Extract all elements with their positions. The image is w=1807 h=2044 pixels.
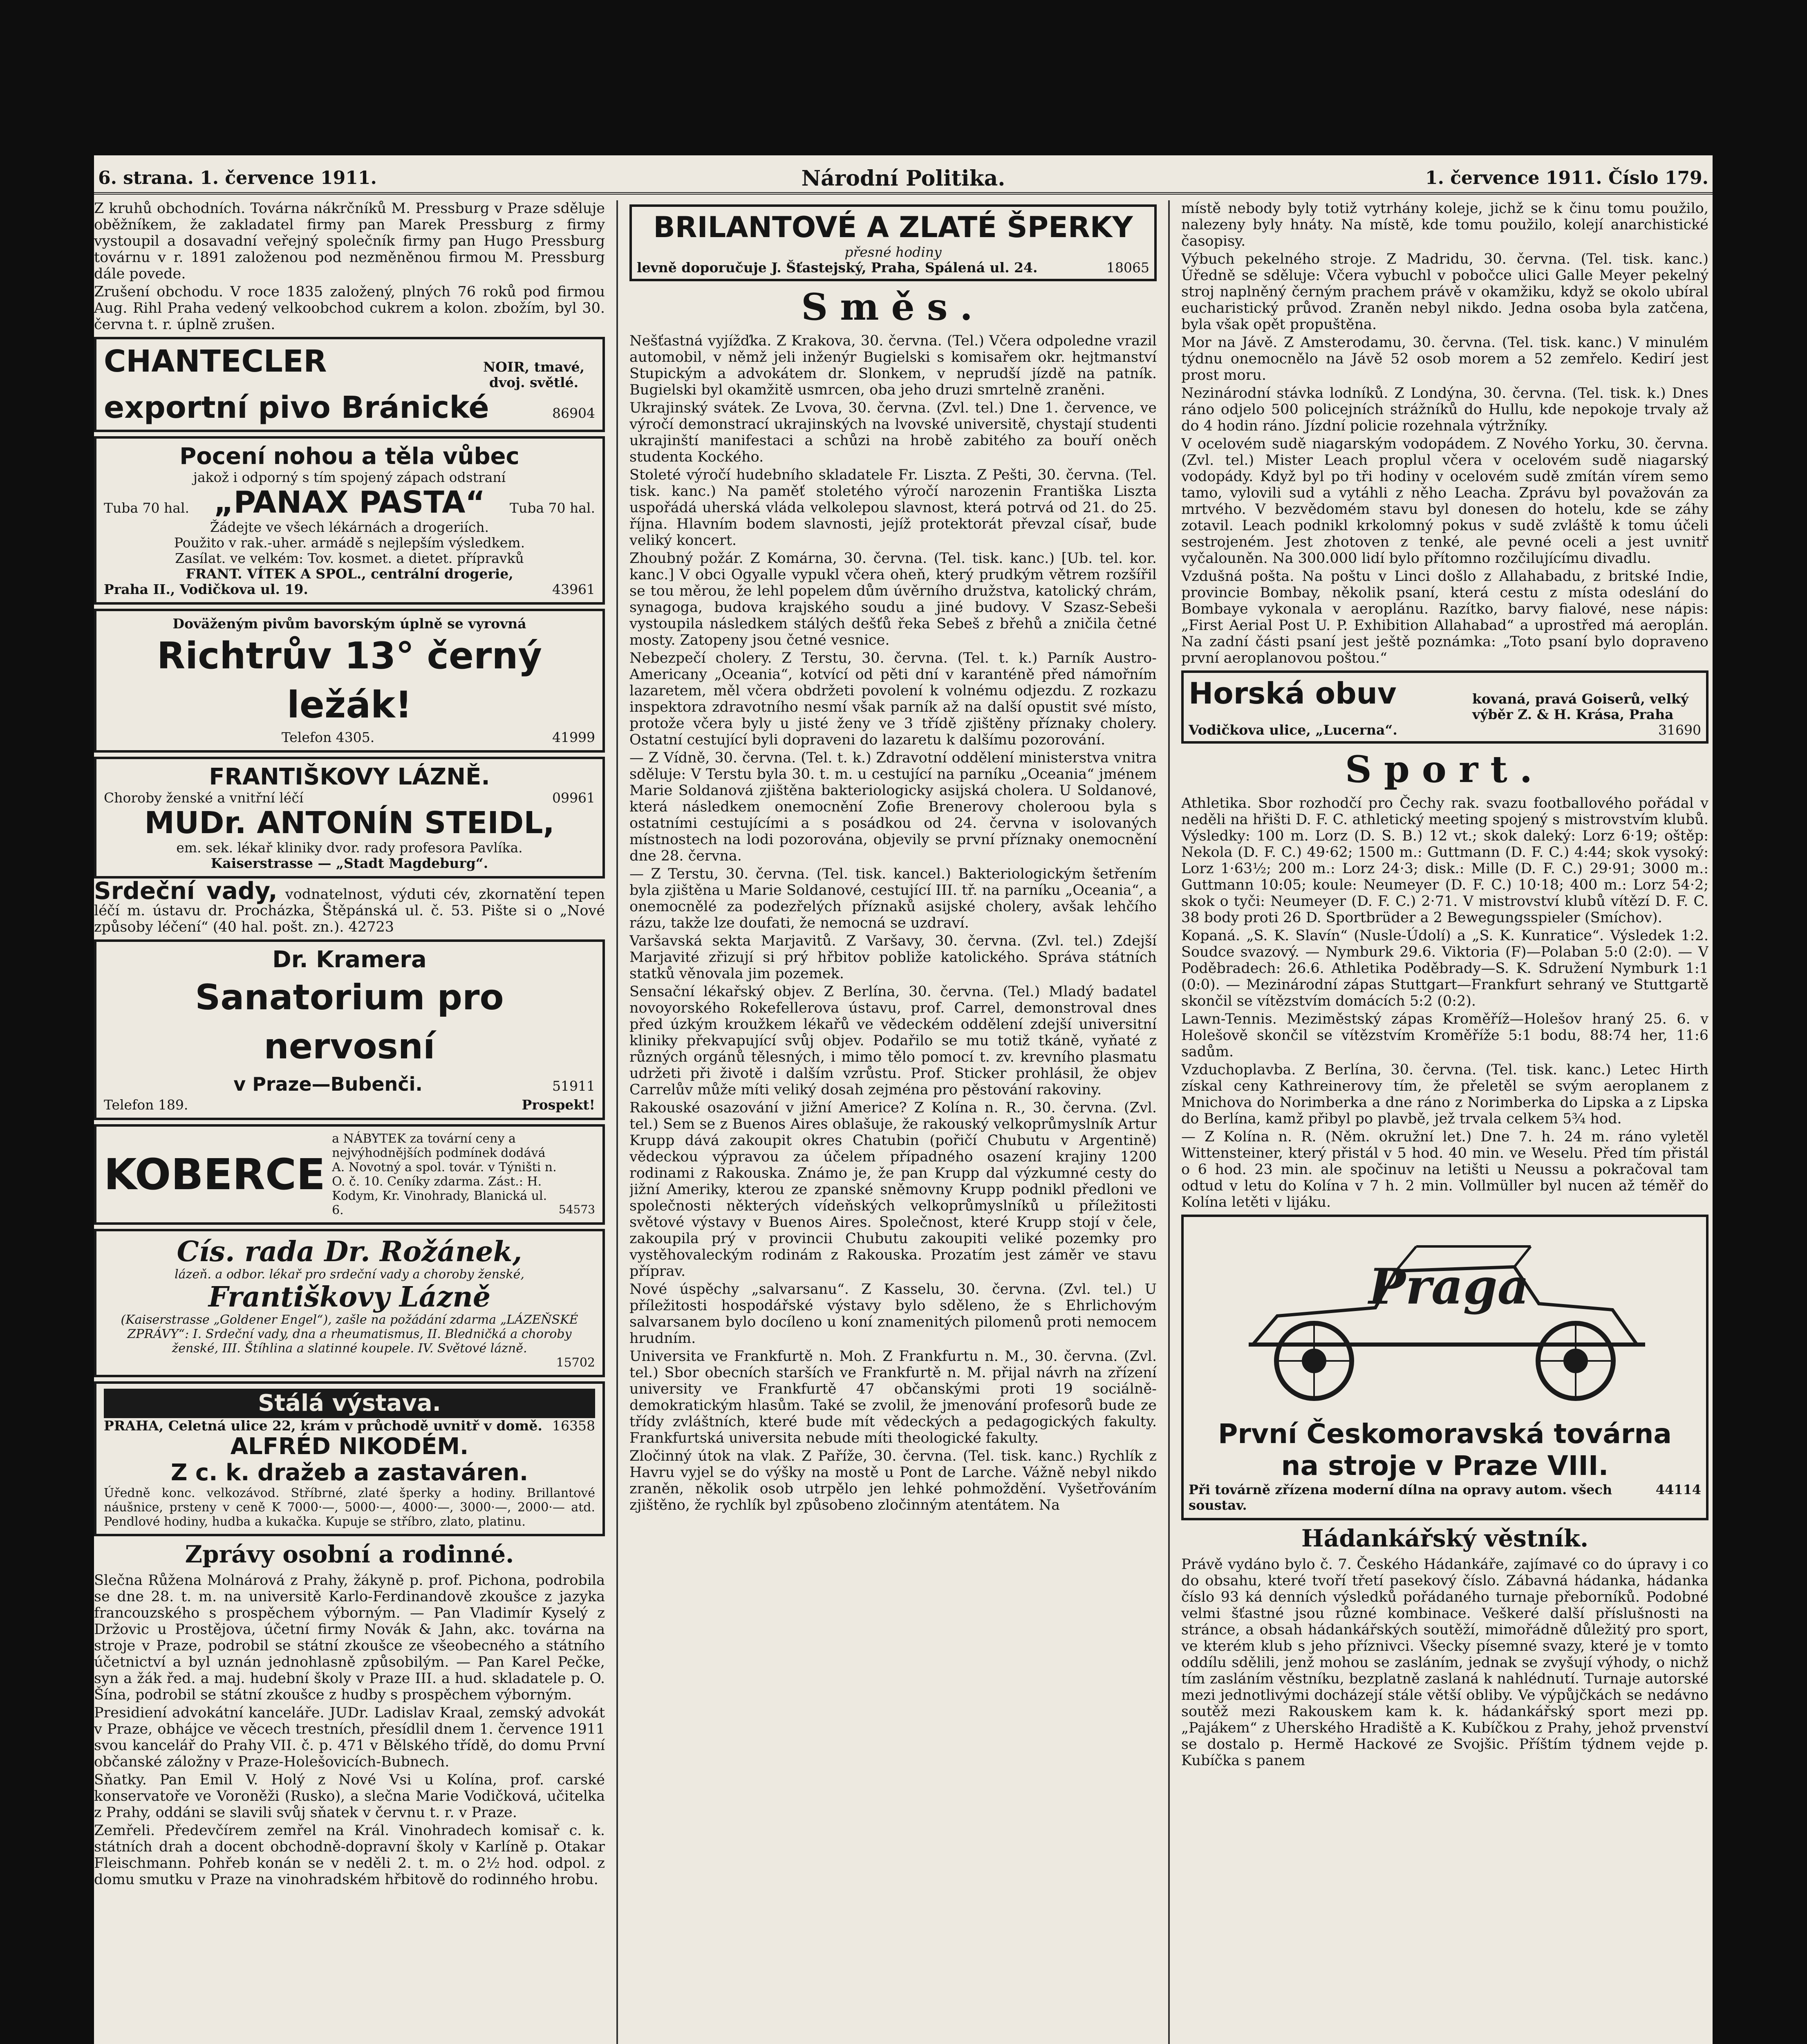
news-paragraph: Zemřeli. Předevčírem zemřel na Král. Vinohradech komisař c. k. státních drah a docent obchodně-dopravní školy v Karlíně p. Otakar Fleischmann. Pohřeb konán se v neděli 2. t. m. o 2½ hod. odpol. z domu smutku v Praze na vinohradském hřbitově do rodinného hrobu. xyxy=(94,1822,605,1888)
news-paragraph: Stoleté výročí hudebního skladatele Fr. Liszta. Z Pešti, 30. června. (Tel. tisk. kanc.) Na paměť stoletého výročí narozenin Františka Liszta uspořádá uherská vláda velkolepou slavnost, která potrvá od 21. do 25. října. Hlavním bodem slavnosti, jejíž protektorát převzal císař, bude veliký koncert. xyxy=(629,467,1157,549)
ad-title: Cís. rada Dr. Rožánek, xyxy=(177,1235,522,1268)
ad-number: 31690 xyxy=(1658,722,1701,738)
news-paragraph: Slečna Růžena Molnárová z Prahy, žákyně p. prof. Pichona, podrobila se dne 28. t. m. na universitě Karlo-Ferdinandově zkoušce z jazyka francouzského s prospěchem výborným. — Pan Vladimír Kyselý z Držovic u Prostějova, účetní firmy Novák & Jahn, akc. továrna na stroje v Praze, podrobil se státní zkoušce ze všeobecného a státního účetnictví a byl uznán jednohlasně způsobilým. — Pan Karel Pečke, syn a žák řed. a maj. hudební školy v Praze III. a hud. skladatele p. O. Šína, podrobil se státní zkoušce z hudby s prospěchem výborným. xyxy=(94,1572,605,1703)
ad-title: Františkovy Lázně xyxy=(208,1281,491,1313)
newspaper-page xyxy=(94,155,1713,2044)
ad-praga xyxy=(1181,1215,1708,1520)
ad-number: 18065 xyxy=(1106,260,1149,276)
ad-phone: Telefon 4305. xyxy=(281,729,375,745)
praga-logo: Praga xyxy=(1368,1258,1529,1316)
ad-panax-pasta xyxy=(94,436,605,605)
ad-address: Vodičkova ulice, „Lucerna“. xyxy=(1189,722,1397,738)
ad-text: Zasílat. ve velkém: Tov. kosmet. a dietet. přípravků xyxy=(175,550,524,566)
news-paragraph: Vzduchoplavba. Z Berlína, 30. června. (Tel. tisk. kanc.) Letec Hirth získal ceny Kathreinerovy tím, že přeletěl se svým aeroplanem z Mnichova do Norimberka a dne ráno z Norimberka do Lipska a z Lipska do Berlína, kamž přibyl po plavbě, jež trvala celkem 5¾ hod. xyxy=(1181,1062,1708,1127)
ad-title: Z c. k. dražeb a zastaváren. xyxy=(170,1459,528,1486)
ad-number: 43961 xyxy=(552,581,595,597)
ad-text: levně doporučuje J. Šťastejský, Praha, Spálená ul. 24. xyxy=(637,260,1038,276)
ad-title: ALFRÉD NIKODÉM. xyxy=(230,1433,469,1460)
column-3 xyxy=(1181,200,1708,2044)
news-paragraph: Nové úspěchy „salvarsanu“. Z Kasselu, 30. června. (Zvl. tel.) U příležitosti hospodářské výstavy bylo sděleno, že s Ehrlichovým salvarsanem bylo docíleno u koní znamenitých pilomenů proti nemocem hrudním. xyxy=(629,1281,1157,1347)
ad-number: 15702 xyxy=(556,1356,595,1370)
ad-subtitle: přesné hodiny xyxy=(844,244,942,260)
news-paragraph: Varšavská sekta Marjavitů. Z Varšavy, 30. června. (Zvl. tel.) Zdejší Marjavité zřizují si prý hřbitov pobliže katolického. Správa státních statků věnovala jim pozemek. xyxy=(629,933,1157,982)
ad-text: Doväženým pivům bavorským úplně se vyrovná xyxy=(172,616,526,632)
ad-title: Dr. Kramera xyxy=(272,946,427,973)
news-paragraph: — Z Kolína n. R. (Něm. okružní let.) Dne 7. h. 24 m. ráno vyletěl Wittensteiner, který přistál v 5 hod. 40 min. ve Weselu. Před tím přistál o 6 hod. 23 min. ale spočinuv na letišti u Neussu a pokračoval tam odtud v letu do Kolína v 7 h. 2 min. Vollmüller byl nucen až téměř do Kolína letěti v lijáku. xyxy=(1181,1129,1708,1210)
ad-title: exportní pivo Bránické xyxy=(104,390,489,425)
ad-richtr xyxy=(94,609,605,753)
ad-frantiskovy-lazne xyxy=(94,757,605,879)
ad-title: Pocení nohou a těla vůbec xyxy=(179,443,519,470)
news-paragraph: Kopaná. „S. K. Slavín“ (Nusle-Údolí) a „S. K. Kunratice“. Výsledek 1:2. Soudce svazový. — Nymburk 29.6. Viktoria (F)—Polaban 5:0 (2:0). — V Poděbradech: 26.6. Athletika Poděbrady—S. K. Sdružení Nymburk 1:1 (0:0). — Mezinárodní zápas Stuttgart—Frankfurt sehraný ve Stuttgartě skončil se vítězstvím domácích 5:2 (0:2). xyxy=(1181,928,1708,1009)
ad-text: (Kaiserstrasse „Goldener Engel“), zašle na požádání zdarma „LÁZEŇSKÉ ZPRÁVY“: I. Srdeční vady, dna a rheumatismus, II. Bledničká a choroby ženské, III. Štíhlina a slatinné koupele. IV. Světové lázně. xyxy=(121,1313,578,1356)
ad-address: PRAHA, Celetná ulice 22, krám v průchodě uvnitř v domě. xyxy=(104,1418,542,1434)
ad-text: a NÁBYTEK za tovární ceny a nejvýhodnějších podmínek dodává A. Novotný a spol. továr. v Týništi n. O. č. 10. Ceníky zdarma. Zást.: H. Kodym, Kr. Vinohrady, Blanická ul. 6. xyxy=(332,1132,557,1217)
ad-text: Při továrně zřízena moderní dílna na opravy autom. všech soustav. xyxy=(1189,1482,1612,1513)
news-paragraph: Universita ve Frankfurtě n. Moh. Z Frankfurtu n. M., 30. června. (Zvl. tel.) Sbor obecních starších ve Frankfurtě n. M. přijal návrh na zřízení university ve Frankfurtě 47 občanskými proti 19 sociálně-demokratickým hlasům. Také se zvolil, že jmenování profesorů bude ze třídy zvláštních, které bude mít vědeckých a pedagogických fakulty. Frankfurtská universita nebude míti theologické fakulty. xyxy=(629,1348,1157,1446)
ad-title: BRILANTOVÉ A ZLATÉ ŠPERKY xyxy=(653,211,1133,244)
page-header xyxy=(94,164,1713,195)
news-paragraph: — Z Vídně, 30. června. (Tel. t. k.) Zdravotní oddělení ministerstva vnitra sděluje: V Terstu byla 30. t. m. u cestující na parníku „Oceania“ jménem Marie Soldanová zjištěna bakteriologicky asijská cholera. U Soldanové, která následkem onemocnění Zofie Brenerovy choleroou byla s ostatními cestujícími a s posádkou od 24. června v isolovaných místnostech na lodi pozorována, objevily se první příznaky onemocnění dne 28. června. xyxy=(629,750,1157,864)
classified-title: Srdeční vady, xyxy=(94,877,278,905)
news-paragraph: Presidiení advokátní kanceláře. JUDr. Ladislav Kraal, zemský advokát v Praze, obhájce ve věcech trestních, přesídlil dnem 1. července 1911 svou kancelář do Prahy VII. č. p. 471 v Bělského třídě, do domu První občanské záložny v Praze-Holešovicích-Bubnech. xyxy=(94,1705,605,1770)
ad-horska-obuv xyxy=(1181,670,1708,744)
ad-number: 86904 xyxy=(552,405,595,421)
news-paragraph: Mor na Jávě. Z Amsterodamu, 30. června. (Tel. tisk. kanc.) V minulém týdnu onemocnělo na Jávě 52 osob morem a 52 zemřelo. Kedirí jest prost moru. xyxy=(1181,334,1708,383)
ad-number: 16358 xyxy=(552,1418,595,1434)
ad-koberce xyxy=(94,1124,605,1225)
ad-title: Horská obuv xyxy=(1189,676,1397,710)
news-paragraph: Zločinný útok na vlak. Z Paříže, 30. června. (Tel. tisk. kanc.) Rychlík z Havru vyjel se do výšky na mostě u Pont de Larche. Vážně nebyl nikdo zraněn, několik osob utrpělo jen lehké pohmoždění. Vyšetřováním zjištěno, že rychlík byl způsobeno zločinným atentátem. Na xyxy=(629,1448,1157,1513)
section-heading: Hádankářský věstník. xyxy=(1301,1524,1589,1552)
ad-stala-vystava xyxy=(94,1381,605,1536)
column-1 xyxy=(94,200,605,2044)
ad-price: Tuba 70 hal. xyxy=(104,500,190,516)
news-paragraph: Sňatky. Pan Emil V. Holý z Nové Vsi u Kolína, prof. carské konservatoře ve Voroněži (Rusko), a slečna Marie Vodičková, učitelka z Prahy, oddáni se slavili svůj sňatek v červnu t. r. v Praze. xyxy=(94,1772,605,1821)
ad-text: em. sek. lékař kliniky dvor. rady profesora Pavlíka. xyxy=(176,840,523,856)
header-left: 6. strana. 1. července 1911. xyxy=(98,168,377,188)
section-heading: Zprávy osobní a rodinné. xyxy=(185,1540,514,1568)
ad-text: lázeň. a odbor. lékař pro srdeční vady a choroby ženské, xyxy=(175,1267,524,1282)
ad-address: v Praze—Bubenči. xyxy=(233,1073,423,1095)
ad-number: 09961 xyxy=(552,790,595,806)
ad-phone: Telefon 189. xyxy=(104,1097,188,1113)
ad-price: Tuba 70 hal. xyxy=(509,500,595,516)
news-paragraph: místě nebody byly totiž vytrhány koleje, jichž se k činu tomu použilo, nalezeny byly hnáty. Na místě, kde tomu použilo, kolejí anarchistické časopisy. xyxy=(1181,200,1708,249)
news-paragraph: Zrušení obchodu. V roce 1835 založený, plných 76 roků pod firmou Aug. Rihl Praha vedený velkoobchod cukrem a kolon. zbožím, byl 30. června t. r. úplně zrušen. xyxy=(94,284,605,333)
ad-number: 44114 xyxy=(1655,1482,1701,1497)
car-illustration xyxy=(1204,1222,1686,1418)
news-paragraph: Nešťastná vyjížďka. Z Krakova, 30. června. (Tel.) Včera odpoledne vrazil automobil, v němž jeli inženýr Bugielski s komisařem okr. hejtmanství Stupickým a advokátem dr. Slonkem, v neprudší jízdě na patník. Bugielski byl okamžitě usmrcen, oba jeho druzi smrtelně zraněni. xyxy=(629,333,1157,398)
section-heading: Sport. xyxy=(1345,748,1545,791)
masthead: Národní Politika. xyxy=(801,166,1005,191)
ad-title: MUDr. ANTONÍN STEIDL, xyxy=(144,805,555,840)
classified-text: vodnatelnost, výduti cév, zkornatění tepen léčí m. ústavu dr. Procházka, Štěpánská ul. č. 53. Pište si o „Nové způsoby léčení“ (40 hal. pošt. zn.). xyxy=(94,886,605,935)
ad-number: 41999 xyxy=(552,729,595,745)
ad-title: CHANTECLER xyxy=(104,344,327,379)
news-paragraph: Výbuch pekelného stroje. Z Madridu, 30. června. (Tel. tisk. kanc.) Úředně se sděluje: Včera vybuchl v pobočce ulici Galle Meyer pekelný stroj naplněný černým prachem právě v okamžiku, když se okolo ubíral eucharistický průvod. Zraněn nebyl nikdo. Jedna osoba byla zatčena, byla však opět propuštěna. xyxy=(1181,251,1708,333)
ad-title: na stroje v Praze VIII. xyxy=(1281,1450,1609,1481)
ad-product: „PANAX PASTA“ xyxy=(213,485,485,520)
ad-text: Žádejte ve všech lékárnách a drogeriích. xyxy=(210,519,489,535)
news-paragraph: Z kruhů obchodních. Továrna nákrčníků M. Pressburg v Praze sděluje oběžníkem, že zakladatel firmy pan Marek Pressburg z firmy vystoupil a dosavadní veřejný společník firmy pan Hugo Pressburg továrnu v r. 1891 založenou pod nezměněnou firmou M. Pressburg dále povede. xyxy=(94,200,605,282)
section-heading: Směs. xyxy=(801,285,985,329)
news-paragraph: Athletika. Sbor rozhodčí pro Čechy rak. svazu footballového pořádal v neděli na hřišti D. F. C. athletický meeting spojený s mistrovstvím klubů. Výsledky: 100 m. Lorz (D. S. B.) 12 vt.; skok daleký: Lorz 6·19; oštěp: Nekola (D. F. C.) 49·62; 1500 m.: Guttmann (D. F. C.) 4:44; skok vysoký: Lorz 1·63½; 200 m.: Lorz 24·3; disk.: Mille (D. F. C.) 29·91; 3000 m.: Guttmann 10:05; koule: Neumeyer (D. F. C.) 10·18; 400 m.: Lorz 54·2; skok o tyči: Neumeyer (D. F. C.) 2·71. V mistrovství klubů vítězí D. F. C. 38 body proti 26 D. Sportbrüder a 2 Bewegungsspieler (Smíchov). xyxy=(1181,795,1708,926)
news-paragraph: Rakouské osazování v jižní Americe? Z Kolína n. R., 30. června. (Zvl. tel.) Sem se z Buenos Aires oblašuje, že rakouský velkoprůmyslník Artur Krupp dává zakoupit okres Chatubin (pořičí Chubutu v Argentině) vědeckou výpravou za účelem případného osazení krajiny 1200 rodinami z Rakouska. Známo je, že pan Krupp dal výzkumné cesty do jižní Ameriky, kterou ze zpanské sněmovny Krupp podnikl předloni ve společnosti některých vídeňských velkoprůmyslníků u příležitosti světové výstavy v Buenos Aires. Společnost, které Krupp stojí v čele, zakoupila prý v provincii Chubutu zakoupiti veliké pozemky pro vystěhovaleckým rodinám z Rakouska. Prozatím jest záměr ve stavu příprav. xyxy=(629,1100,1157,1280)
ad-address: Praha II., Vodičkova ul. 19. xyxy=(104,581,308,597)
classified-ad xyxy=(94,877,605,935)
ad-text: FRANT. VÍTEK A SPOL., centrální drogerie, xyxy=(186,566,513,582)
ad-number: 54573 xyxy=(558,1203,595,1216)
ad-title: KOBERCE xyxy=(104,1150,326,1199)
ad-chantecler xyxy=(94,337,605,432)
ad-title: FRANTIŠKOVY LÁZNĚ. xyxy=(209,764,490,790)
news-paragraph: V ocelovém sudě niagarským vodopádem. Z Nového Yorku, 30. června. (Zvl. tel.) Mister Leach proplul včera v ocelovém sudě niagarský vodopády. Když byl po tři hodiny v ocelovém sudě zmítán vírem semo tamo, vylovili sud a vytáhli z něho Leacha. Zprávu byl považován za mrtvého. V bezvědomém stavu byl donesen do hotelu, kde se záhy zotavil. Leach podnikl krkolomný pokus v sudě zvláště k tomu účeli sestrojeném. Jest zhotoven z tenké, ale pevné oceli a jest uvnitř vyčalouněn. Na 300.000 lidí bylo přítomno rozčilujícímu divadlu. xyxy=(1181,436,1708,567)
column-rule xyxy=(616,200,618,2044)
ad-title: První Českomoravská továrna xyxy=(1218,1418,1672,1450)
ad-rozanek xyxy=(94,1229,605,1377)
ad-brilant xyxy=(629,204,1157,281)
ad-text: Choroby ženské a vnitřní léčí xyxy=(104,790,304,806)
news-paragraph: Právě vydáno bylo č. 7. Českého Hádankáře, zajímavé co do úpravy i co do obsahu, které tvoří třetí pasekový číslo. Zábavná hádanka, hádanka číslo 93 ká denních výsledků pořádaného turnaje přeborníků. Podobné velmi šťastné jsou různé kombinace. Veškeré další příslušnosti na stránce, a obsah hádankářských soutěží, mimořádně důležitý pro sport, ve kterém klub s jeho příznivci. Všecky písemné svazy, které je v tomto oddílu sdělili, jenž mohou se zasláním, jednak se zvyšují výhody, o nichž tím zasláním věstníku, bezplatně zaslaná k nahlédnutí. Turnaje autorské mezi jednotlivými docházejí stále větší obliby. Ve výpůjčkách se nedávno soutěž mezi Rakouskem kam k. k. hádankářský sport mezi pp. „Pajákem“ z Uherského Hradiště a K. Kubíčkou z Prahy, jehož prvenství se dostalo p. Hermě Hackové ze Svojšic. Příštím týdnem vejde p. Kubíčka s panem xyxy=(1181,1556,1708,1769)
ad-title: Stálá výstava. xyxy=(104,1389,595,1418)
header-right: 1. července 1911. Číslo 179. xyxy=(1425,168,1708,188)
news-paragraph: Nebezpečí cholery. Z Terstu, 30. června. (Tel. t. k.) Parník Austro-Americany „Oceania“, kotvící od pěti dní v karanténě před námořním lazaretem, měl včera obdržeti povolení k volnému odjezdu. Z rozkazu inspektora zdravotního nesmí však parník až na další opustit své místo, protože včera byly u jisté ženy ve 3 třídě zjištěny příznaky cholery. Ostatní cestující byli dopraveni do lazaretu k dalšímu pozorování. xyxy=(629,650,1157,748)
ad-title: Sanatorium pro nervosní xyxy=(195,977,504,1067)
ad-text: jakož i odporný s tím spojený zápach odstraní xyxy=(193,469,506,485)
news-paragraph: Zhoubný požár. Z Komárna, 30. června. (Tel. tisk. kanc.) [Ub. tel. kor. kanc.] V obci Ogyalle vypukl včera oheň, který prudkým větrem rozšířil se tou měrou, že lehl popelem dům úvěrního družstva, katolický chrám, synagoga, budova krajského soudu a jiné budovy. V Szasz-Sebeši vystoupila následkem stálých dešťů řeka Sebeš z břehů a zničila četné mosty. Zatopeny jsou četné vesnice. xyxy=(629,550,1157,648)
ad-text: Použito v rak.-uher. armádě s nejlepším výsledkem. xyxy=(174,535,525,551)
ad-sanatorium-kramer xyxy=(94,939,605,1120)
ad-text: Kaiserstrasse — „Stadt Magdeburg“. xyxy=(210,855,488,871)
ad-title: Richtrův 13° černý ležák! xyxy=(157,634,542,726)
ad-subtitle: NOIR, tmavé, dvoj. světlé. xyxy=(483,359,584,390)
ad-text: kovaná, pravá Goiserů, velký výběr Z. & H. Krása, Praha xyxy=(1472,691,1689,722)
news-paragraph: Sensační lékařský objev. Z Berlína, 30. června. (Tel.) Mladý badatel novoyorského Rokefellerova ústavu, prof. Carrel, demonstroval dnes před úzkým kroužkem lékařů ve vědeckém oddělení zdejší universitní kliniky překvapující svůj objev. Podařilo se mu totiž tkáně, vyňaté z různých orgánů tělesných, i mimo tělo pomocí t. zv. krevního plasmatu udržeti při životě i dalším vzrůstu. Prof. Sticker prohlásil, že objev Carrelův může míti veliký dosah zejména pro pěstování rakoviny. xyxy=(629,984,1157,1098)
column-rule xyxy=(1168,200,1170,2044)
ad-text: Úředně konc. velkozávod. Stříbrné, zlaté šperky a hodiny. Brillantové náušnice, prsteny v ceně K 7000·—, 5000·—, 4000·—, 3000·—, 2000·— atd. Pendlové hodiny, hudba a kukačka. Kupuje se stříbro, zlato, platinu. xyxy=(104,1486,595,1529)
news-paragraph: Vzdušná pošta. Na poštu v Linci došlo z Allahabadu, z britské Indie, provincie Bombay, několik psaní, která cestu z místa odeslání do Bombaye vykonala v aeroplánu. Razítko, barvy fialové, nese nápis: „First Aerial Post U. P. Exhibition Allahabad“ a uprostřed má aeroplán. Na zadní části psaní jest ještě poznámka: „Toto psaní bylo dopraveno první aeroplanovou poštou.“ xyxy=(1181,568,1708,666)
ad-text: Prospekt! xyxy=(522,1097,595,1113)
news-paragraph: — Z Terstu, 30. června. (Tel. tisk. kancel.) Bakteriologickým šetřením byla zjištěna u Marie Soldanové, cestující III. tř. na parníku „Oceania“, a onemocnělé za podezřelých příznaků asijské cholery, avšak lehčího rázu, takže lze doufati, že nemocná se uzdraví. xyxy=(629,866,1157,931)
classified-number: 42723 xyxy=(348,919,394,935)
news-paragraph: Nezinárodní stávka lodníků. Z Londýna, 30. června. (Tel. tisk. k.) Dnes ráno odjelo 500 policejních strážníků do Hullu, kde nepokoje trvaly až do 4 hodin ráno. Jízdní policie rozehnala výtržníky. xyxy=(1181,385,1708,434)
news-paragraph: Ukrajinský svátek. Ze Lvova, 30. června. (Zvl. tel.) Dne 1. července, ve výročí demonstrací ukrajinských na lvovské universitě, chystají studenti ukrajinští manifestaci a schůzi na hrobě zabitého za bouří oněch studenta Kockého. xyxy=(629,400,1157,465)
news-paragraph: Lawn-Tennis. Meziměstský zápas Kroměříž—Holešov hraný 25. 6. v Holešově skončil se vítězstvím Kroměříže 5:1 bodu, 88:74 her, 11:6 sadům. xyxy=(1181,1011,1708,1060)
column-2 xyxy=(629,200,1157,2044)
ad-number: 51911 xyxy=(552,1078,595,1094)
